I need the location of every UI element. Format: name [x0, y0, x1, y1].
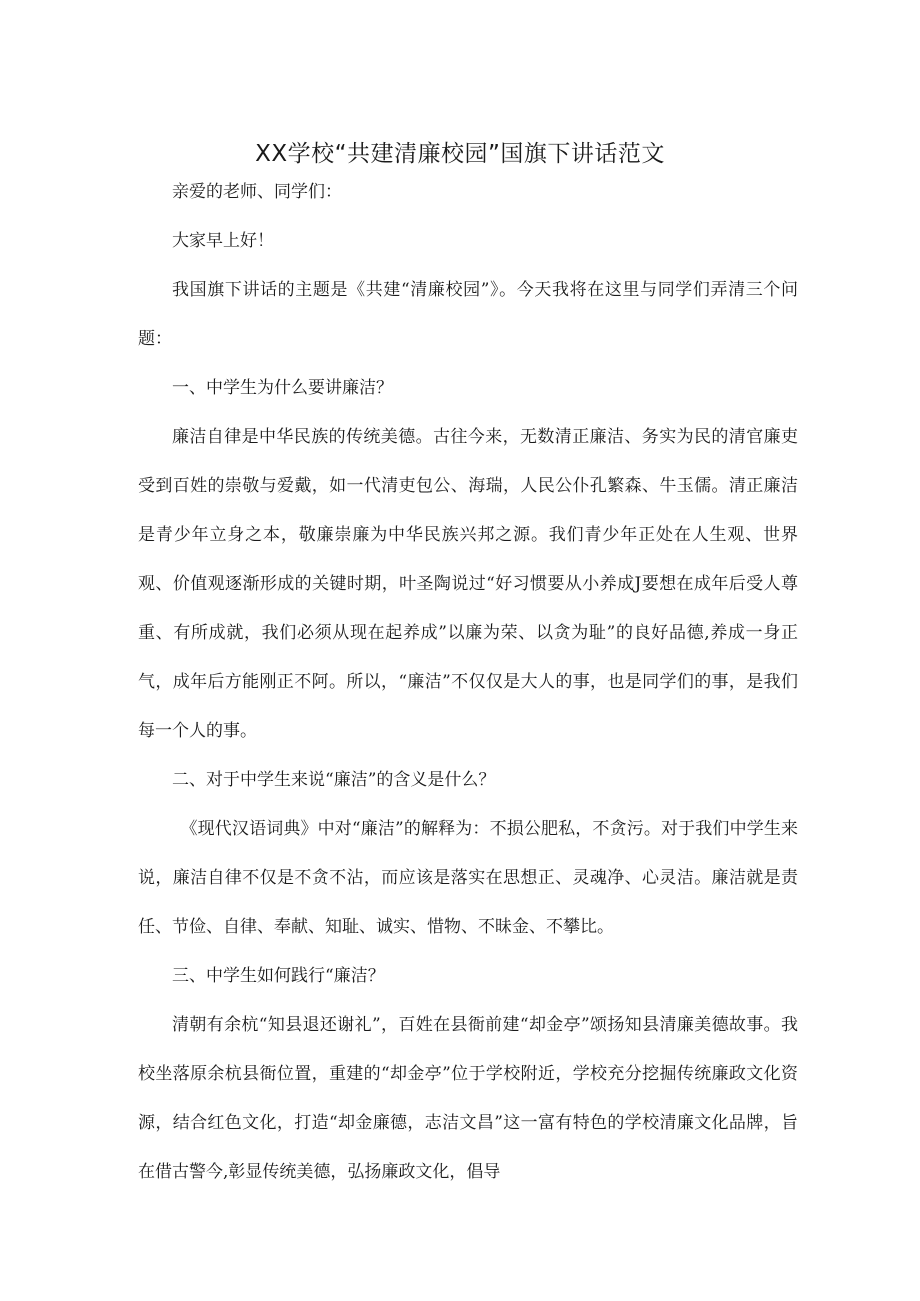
document-title: XX学校“共建清廉校园”国旗下讲话范文	[255, 141, 665, 168]
section-paragraph-3: 清朝有余杭“知县退还谢礼”，百姓在县衙前建“却金亭”颂扬知县清廉美德故事。我校坐落原余杭县衙位置，重建的“却金亭”位于学校附近，学校充分挖掘传统廉政文化资源，结合红色文化，打造“却金廉德，志洁文昌”这一富有特色的学校清廉文化品牌，旨在借古警今,彰显传统美德，弘扬廉政文化，倡导	[138, 1015, 798, 1182]
section-heading-1: 一、中学生为什么要讲廉洁？	[172, 378, 393, 398]
intro-paragraph: 我国旗下讲话的主题是《共建“清廉校园”》。今天我将在这里与同学们弄清三个问题：	[138, 280, 798, 349]
salutation: 亲爱的老师、同学们：	[172, 182, 342, 202]
document-body	[138, 168, 798, 1197]
section-heading-3: 三、中学生如何践行“廉洁？	[172, 966, 385, 986]
section-heading-2: 二、对于中学生来说“廉洁”的含义是什么？	[172, 770, 496, 790]
section-paragraph-2: 《现代汉语词典》中对“廉洁”的解释为：不损公肥私，不贪污。对于我们中学生来说，廉洁自律不仅是不贪不沾，而应该是落实在思想正、灵魂净、心灵洁。廉洁就是责任、节俭、自律、奉献、知耻、诚实、惜物、不昧金、不攀比。	[138, 819, 798, 937]
section-paragraph-1: 廉洁自律是中华民族的传统美德。古往今来，无数清正廉洁、务实为民的清官廉吏受到百姓的崇敬与爱戴，如一代清吏包公、海瑞，人民公仆孔繁森、牛玉儒。清正廉洁是青少年立身之本，敬廉崇廉为中华民族兴邦之源。我们青少年正处在人生观、世界观、价值观逐渐形成的关键时期，叶圣陶说过“好习惯要从小养成J要想在成年后受人尊重、有所成就，我们必须从现在起养成”以廉为荣、以贪为耻”的良好品德,养成一身正气，成年后方能刚正不阿。所以，“廉洁”不仅仅是大人的事，也是同学们的事，是我们每一个人的事。	[138, 427, 798, 741]
greeting: 大家早上好！	[172, 231, 274, 251]
